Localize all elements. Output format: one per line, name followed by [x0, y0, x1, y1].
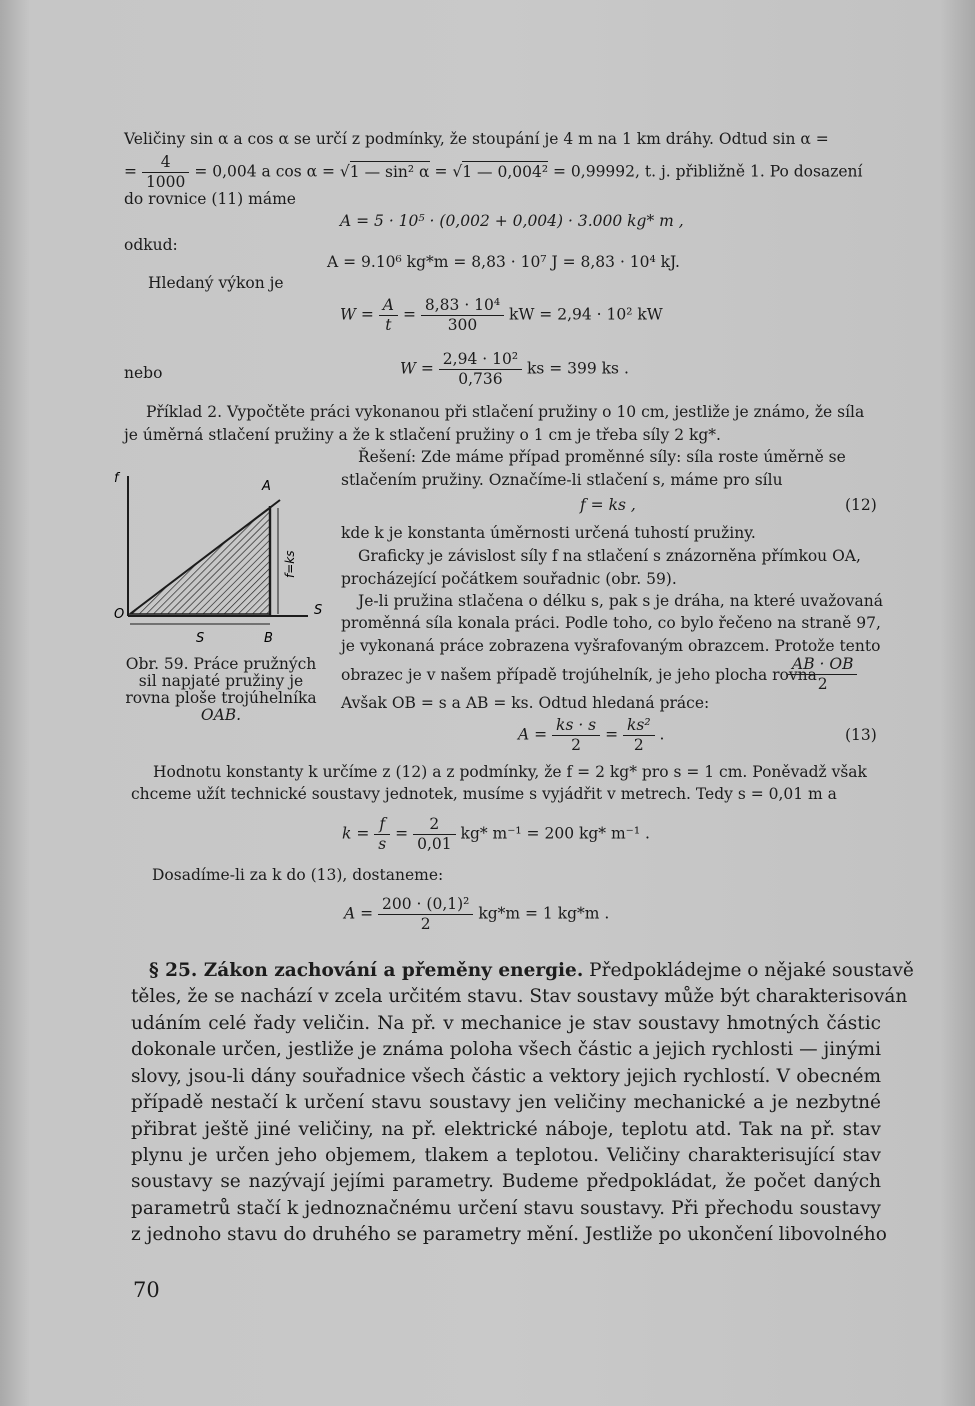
equation-12: f = ks , [580, 496, 636, 514]
figure-caption: Obr. 59. Práce pružných sil napjaté pružiny je rovna ploše trojúhelníka OAB. [125, 655, 317, 724]
label-S-axis: S [314, 603, 323, 618]
right-text-7: obrazec je v našem případě trojúhelník, je jeho plocha rovna [341, 666, 817, 684]
section-line-8: soustavy se nazývají jejími parametry. Budeme předpokládat, že počet daných [131, 1171, 881, 1192]
right-text-3: procházející počátkem souřadnic (obr. 59). [341, 570, 677, 588]
label-O: O [114, 607, 125, 622]
section-line-7: plynu je určen jeho objemem, tlakem a teplotou. Veličiny charakterisující stav [131, 1145, 881, 1166]
equation-number-13: (13) [845, 726, 877, 744]
label-A: A [262, 479, 271, 494]
equation-A-1: A = 5 · 10⁵ · (0,002 + 0,004) · 3.000 kg* m , [340, 212, 684, 230]
right-text-5: proměnná síla konala práci. Podle toho, co bylo řečeno na straně 97, [341, 614, 881, 632]
reseni-line-1: Řešení: Zde máme případ proměnné síly: síla roste úměrně se [358, 448, 846, 466]
equation-sin-cos: = $\frac{4}{1000}$ = 0,004 a cos α = √1 — sin² α = √1 — 0,004² = 0,99992, t. j. přibližně 1. Po dosazení [124, 153, 863, 191]
dosadime-line: Dosadíme-li za k do (13), dostaneme: [152, 866, 444, 884]
right-text-8: Avšak OB = s a AB = ks. Odtud hledaná práce: [341, 694, 710, 712]
section-line-5: případě nestačí k určení stavu soustavy jen veličiny mechanické a je nezbytné [131, 1092, 881, 1113]
section-line-10: z jednoho stavu do druhého se parametry mění. Jestliže po ukončení libovolného [131, 1224, 887, 1245]
equation-k: k = $\frac{f}{s}$ = $\frac{2}{0,01}$ kg* m⁻¹ = 200 kg* m⁻¹ . [342, 815, 650, 853]
mid-text-1: Hodnotu konstanty k určíme z (12) a z podmínky, že f = 2 kg* pro s = 1 cm. Poněvadž však [153, 763, 867, 781]
section-line-6: přibrat ještě jiné veličiny, na př. elektrické náboje, teplotu atd. Tak na př. stav [131, 1119, 881, 1140]
label-S-bottom: S [196, 631, 205, 646]
label-nebo: nebo [124, 364, 163, 382]
section-first-line: § 25. Zákon zachování a přeměny energie. Předpokládejme o nějaké soustavě [149, 960, 914, 981]
section-line-4: slovy, jsou-li dány souřadnice všech částic a vektory jejich rychlostí. V obecném [131, 1066, 881, 1087]
equation-A-3: A = $\frac{\text{200 · (0,1)²}}{2}$ kg*m = 1 kg*m . [344, 895, 610, 933]
reseni-line-2: stlačením pružiny. Označíme-li stlačení s, máme pro sílu [341, 471, 783, 489]
page-number: 70 [133, 1278, 160, 1302]
equation-13: A = $\frac{ks \cdot s}{2}$ = $\frac{\text{ks²}}{2}$ . [518, 716, 665, 754]
section-heading: § 25. Zákon zachování a přeměny energie. [149, 960, 584, 981]
section-line-9: parametrů stačí k jednoznačnému určení stavu soustavy. Při přechodu soustavy [131, 1198, 881, 1219]
section-line-2: udáním celé řady veličin. Na př. v mechanice je stav soustavy hmotných částic [131, 1013, 881, 1034]
label-B: B [264, 631, 273, 646]
fraction-4-1000: $\frac{4}{1000}$ [142, 153, 189, 192]
label-vykon: Hledaný výkon je [148, 274, 284, 292]
section-line-1: těles, že se nachází v zcela určitém stavu. Stav soustavy může být charakterisován [131, 986, 908, 1007]
right-text-4: Je-li pružina stlačena o délku s, pak s je dráha, na které uvažovaná [358, 592, 883, 610]
mid-text-2: chceme užít technické soustavy jednotek, musíme s vyjádřit v metrech. Tedy s = 0,01 m a [131, 785, 837, 803]
equation-number-12: (12) [845, 496, 877, 514]
equation-W-1: W = $\frac{A}{t}$ = $\frac{\text{8,83 · 10⁴}}{300}$ kW = 2,94 · 10² kW [340, 296, 663, 334]
label-odkud: odkud: [124, 236, 178, 254]
text-line-1: Veličiny sin α a cos α se určí z podmínky, že stoupání je 4 m na 1 km dráhy. Odtud sin α = [124, 130, 829, 148]
fraction-ab-ob: $\frac{AB \cdot OB}{2}$ [788, 655, 857, 694]
label-f: f [114, 471, 119, 486]
right-text-1: kde k je konstanta úměrnosti určená tuhostí pružiny. [341, 524, 756, 542]
priklad-line-2: je úměrná stlačení pružiny a že k stlačení pružiny o 1 cm je třeba síly 2 kg*. [124, 426, 721, 444]
label-f-ks: f=ks [283, 550, 297, 578]
right-text-2: Graficky je závislost síly f na stlačení s znázorněna přímkou OA, [358, 547, 861, 565]
equation-A-2: A = 9.10⁶ kg*m = 8,83 · 10⁷ J = 8,83 · 10⁴ kJ. [327, 253, 680, 271]
right-text-6: je vykonaná práce zobrazena vyšrafovaným obrazcem. Protože tento [341, 637, 881, 655]
priklad-line-1: Příklad 2. Vypočtěte práci vykonanou při stlačení pružiny o 10 cm, jestliže je známo, že síla [146, 403, 865, 421]
equation-W-2: W = $\frac{\text{2,94 · 10²}}{0,736}$ ks = 399 ks . [400, 350, 629, 388]
section-line-3: dokonale určen, jestliže je známa poloha všech částic a jejich rychlosti — jinými [131, 1039, 881, 1060]
text-line-2: do rovnice (11) máme [124, 190, 296, 208]
figure-59 [108, 468, 328, 648]
